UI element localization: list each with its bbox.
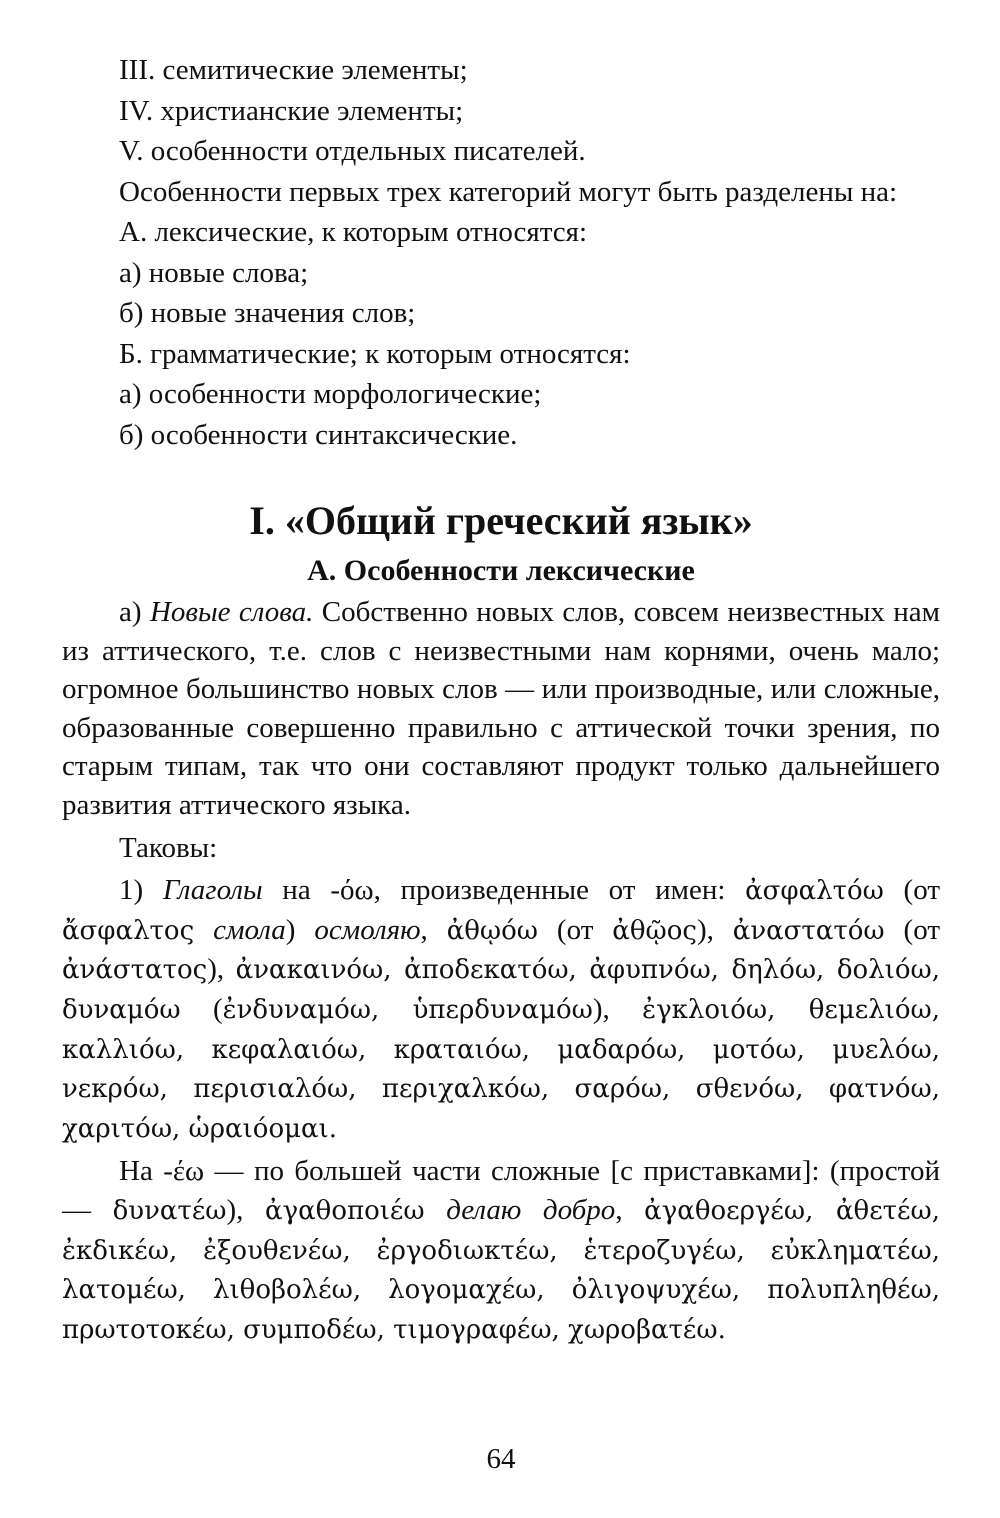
greek-word-list: ἀνακαινόω, ἀποδεκατόω, ἀφυπνόω, δηλόω, δολιόω, δυναμόω bbox=[62, 955, 940, 1025]
para3-text-6: (от bbox=[538, 913, 613, 946]
list-line-10: б) особенности синтаксические. bbox=[119, 418, 518, 451]
list-line-3: V. особенности отдельных писателей. bbox=[119, 135, 586, 167]
paragraph-verbs-ew bbox=[62, 1152, 940, 1349]
para3-text-7: ), bbox=[696, 913, 733, 946]
greek-word: ἀθῷος bbox=[612, 915, 697, 946]
greek-word: δυνατέω bbox=[112, 1195, 227, 1226]
greek-word: ἀγαθοποιέω bbox=[265, 1195, 425, 1226]
greek-word: ἀθῳόω bbox=[446, 915, 538, 946]
para3-lead: 1) bbox=[119, 874, 163, 907]
list-line-2: IV. христианские элементы; bbox=[119, 94, 464, 127]
para1-lead: а) bbox=[119, 596, 150, 628]
para3-text-1: на -όω, произведенные от имен: bbox=[262, 874, 746, 907]
greek-word-list: ἀγαθοεργέω, ἀθετέω, ἐκδικέω, ἐξουθενέω, ἐργοδιωκτέω, ἑτεροζυγέω, εὐκληματέω, λατομέω, λιθοβολέω, λογομαχέω, ὀλιγοψυχέω, πολυπληθέω, πρωτοτοκέω, συμποδέω, τιμογραφέω, χωροβατέω. bbox=[62, 1195, 940, 1345]
list-line-1: III. семитические элементы; bbox=[119, 54, 468, 86]
para3-text-10: ( bbox=[180, 992, 223, 1025]
para4-text-1: На -έω — по большей части сложные [с приставками]: (простой — bbox=[62, 1155, 940, 1226]
para3-text-4: ) bbox=[285, 913, 315, 946]
para3-text-5: , bbox=[420, 913, 447, 946]
para1-italic-term: Новые слова. bbox=[149, 596, 314, 628]
greek-word: ἀνάστατος bbox=[62, 955, 208, 986]
list-line-5: А. лексические, к которым относятся: bbox=[119, 216, 588, 248]
para3-text-11: ), bbox=[592, 992, 643, 1025]
para3-text-9: ), bbox=[207, 953, 236, 986]
para4-text-2: ), bbox=[226, 1193, 266, 1226]
section-title: А. Особенности лексические bbox=[307, 554, 695, 587]
paragraph-such-are: Таковы: bbox=[119, 831, 218, 864]
paragraph-new-words bbox=[62, 593, 940, 825]
para3-italic-verbs: Глаголы bbox=[162, 874, 263, 907]
para3-italic-gloss-1: смола bbox=[213, 913, 286, 946]
greek-word: ἄσφαλτος bbox=[62, 915, 195, 946]
greek-word: ἀναστατόω bbox=[732, 915, 885, 946]
greek-word-list: ἐγκλοιόω, θεμελιόω, καλλιόω, κεφαλαιόω, κραταιόω, μαδαρόω, μοτόω, μυελόω, νεκρόω, περισιαλόω, περιχαλκόω, σαρόω, σθενόω, φατνόω, χαριτόω, ὡραιόομαι. bbox=[62, 994, 940, 1144]
list-line-9: а) особенности морфологические; bbox=[119, 378, 542, 410]
list-line-8: Б. грамматические; к которым относятся: bbox=[119, 337, 631, 370]
list-line-7: б) новые значения слов; bbox=[119, 297, 416, 329]
greek-word-list: ἐνδυναμόω, ὑπερδυναμόω bbox=[222, 994, 593, 1025]
para4-text-4: , bbox=[615, 1193, 645, 1226]
page-number: 64 bbox=[486, 1443, 516, 1475]
para4-text-3 bbox=[425, 1194, 447, 1226]
para3-text-8: (от bbox=[884, 913, 940, 946]
greek-word: ἀσφαλτόω bbox=[745, 876, 884, 907]
para1-text: Собственно новых слов, совсем неизвестных нам из аттического, т.е. слов с неизвестными нам корнями, очень мало; огромное большинство новых слов — или производные, или сложные, образованные совершенно правильно с аттической точки зрения, по старым типам, так что они составляют продукт только дальнейшего развития аттического языка. bbox=[62, 596, 940, 821]
list-line-4: Особенности первых трех категорий могут быть разделены на: bbox=[119, 175, 898, 208]
para4-italic-gloss: делаю добро bbox=[446, 1193, 616, 1226]
book-page bbox=[62, 50, 940, 1490]
list-line-6: а) новые слова; bbox=[119, 256, 309, 289]
para3-italic-gloss-2: осмоляю bbox=[314, 913, 421, 946]
chapter-title: I. «Общий греческий язык» bbox=[249, 498, 753, 543]
para3-text-2: (от bbox=[883, 874, 940, 907]
para3-text-3 bbox=[194, 914, 213, 946]
intro-list bbox=[62, 50, 940, 455]
paragraph-verbs-ow bbox=[62, 871, 940, 1148]
